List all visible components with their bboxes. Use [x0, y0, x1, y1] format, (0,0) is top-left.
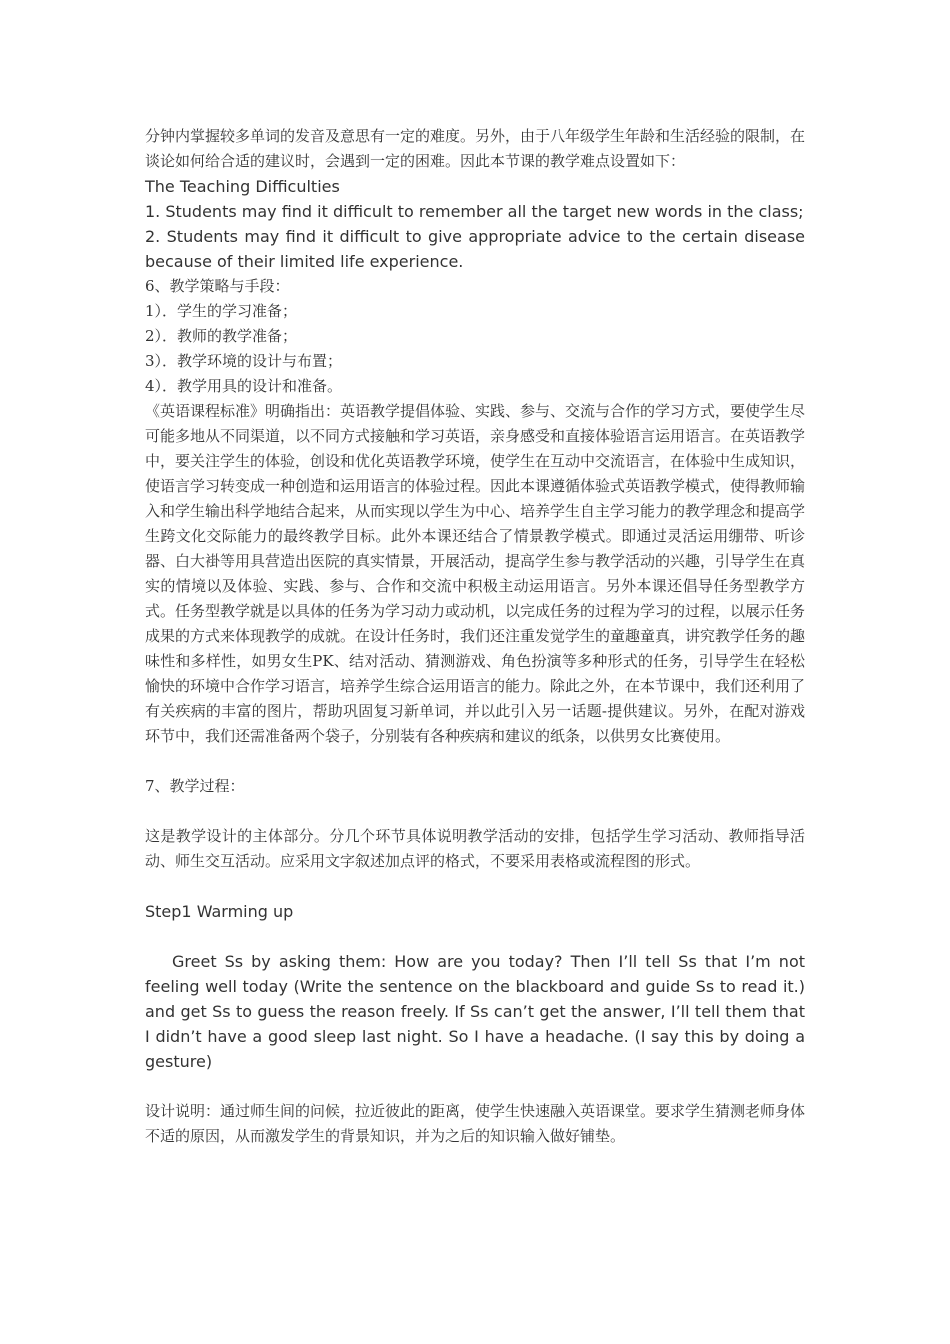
difficulty-item-1: 1. Students may find it difficult to remember all the target new words in the class;: [145, 202, 804, 221]
section-6-heading: 6、教学策略与手段：: [145, 277, 290, 295]
strategy-paragraph: 《英语课程标准》明确指出：英语教学提倡体验、实践、参与、交流与合作的学习方式，要使学生尽可能多地从不同渠道，以不同方式接触和学习英语，亲身感受和直接体验语言运用语言。在英语教学中，要关注学生的体验，创设和优化英语教学环境，使学生在互动中交流语言，在体验中生成知识，使语言学习转变成一种创造和运用语言的体验过程。因此本课遵循体验式英语教学模式，使得教师输入和学生输出科学地结合起来，从而实现以学生为中心、培养学生自主学习能力的教学理念和提高学生跨文化交际能力的最终教学目标。此外本课还结合了情景教学模式。即通过灵活运用绷带、听诊器、白大褂等用具营造出医院的真实情景，开展活动，提高学生参与教学活动的兴趣，引导学生在真实的情境以及体验、实践、参与、合作和交流中积极主动运用语言。另外本课还倡导任务型教学方式。任务型教学就是以具体的任务为学习动力或动机，以完成任务的过程为学习的过程，以展示任务成果的方式来体现教学的成就。在设计任务时，我们还注重发觉学生的童趣童真，讲究教学任务的趣味性和多样性，如男女生PK、结对活动、猜测游戏、角色扮演等多种形式的任务，引导学生在轻松愉快的环境中合作学习语言，培养学生综合运用语言的能力。除此之外，在本节课中，我们还利用了有关疾病的丰富的图片，帮助巩固复习新单词，并以此引入另一话题-提供建议。另外，在配对游戏环节中，我们还需准备两个袋子，分别装有各种疾病和建议的纸条，以供男女比赛使用。: [145, 402, 806, 745]
spacer: [145, 874, 805, 899]
section-6-item: 1）．学生的学习准备；: [145, 302, 298, 320]
step-1-paragraph: Greet Ss by asking them: How are you today? Then I’ll tell Ss that I’m not feeling well today (Write the sentence on the blackboard and guide Ss to read it.) and get Ss to guess the reason freely. If Ss can’t get the answer, I’ll tell them that I didn’t have a good sleep last night. So I have a headache. (I say this by doing a gesture): [145, 952, 805, 1071]
document-page: [145, 124, 805, 1149]
difficulties-heading: The Teaching Difficulties: [145, 177, 340, 196]
section-6-item: 4）．教学用具的设计和准备。: [145, 377, 343, 395]
difficulty-item-2: 2. Students may find it difficult to give appropriate advice to the certain disease because of their limited life experience.: [145, 227, 805, 271]
section-6-item: 2）．教师的教学准备；: [145, 327, 298, 345]
intro-paragraph: 分钟内掌握较多单词的发音及意思有一定的难度。另外，由于八年级学生年龄和生活经验的限制，在谈论如何给合适的建议时，会遇到一定的困难。因此本节课的教学难点设置如下：: [145, 127, 806, 170]
spacer: [145, 799, 805, 824]
design-note-paragraph: 设计说明：通过师生间的问候，拉近彼此的距离，使学生快速融入英语课堂。要求学生猜测老师身体不适的原因，从而激发学生的背景知识，并为之后的知识输入做好铺垫。: [145, 1102, 806, 1145]
spacer: [145, 749, 805, 774]
spacer: [145, 924, 805, 949]
section-7-paragraph: 这是教学设计的主体部分。分几个环节具体说明教学活动的安排，包括学生学习活动、教师指导活动、师生交互活动。应采用文字叙述加点评的格式，不要采用表格或流程图的形式。: [145, 827, 805, 870]
spacer: [145, 1074, 805, 1099]
section-6-item: 3）．教学环境的设计与布置；: [145, 352, 343, 370]
section-7-heading: 7、教学过程：: [145, 777, 245, 795]
step-1-heading: Step1 Warming up: [145, 902, 294, 921]
